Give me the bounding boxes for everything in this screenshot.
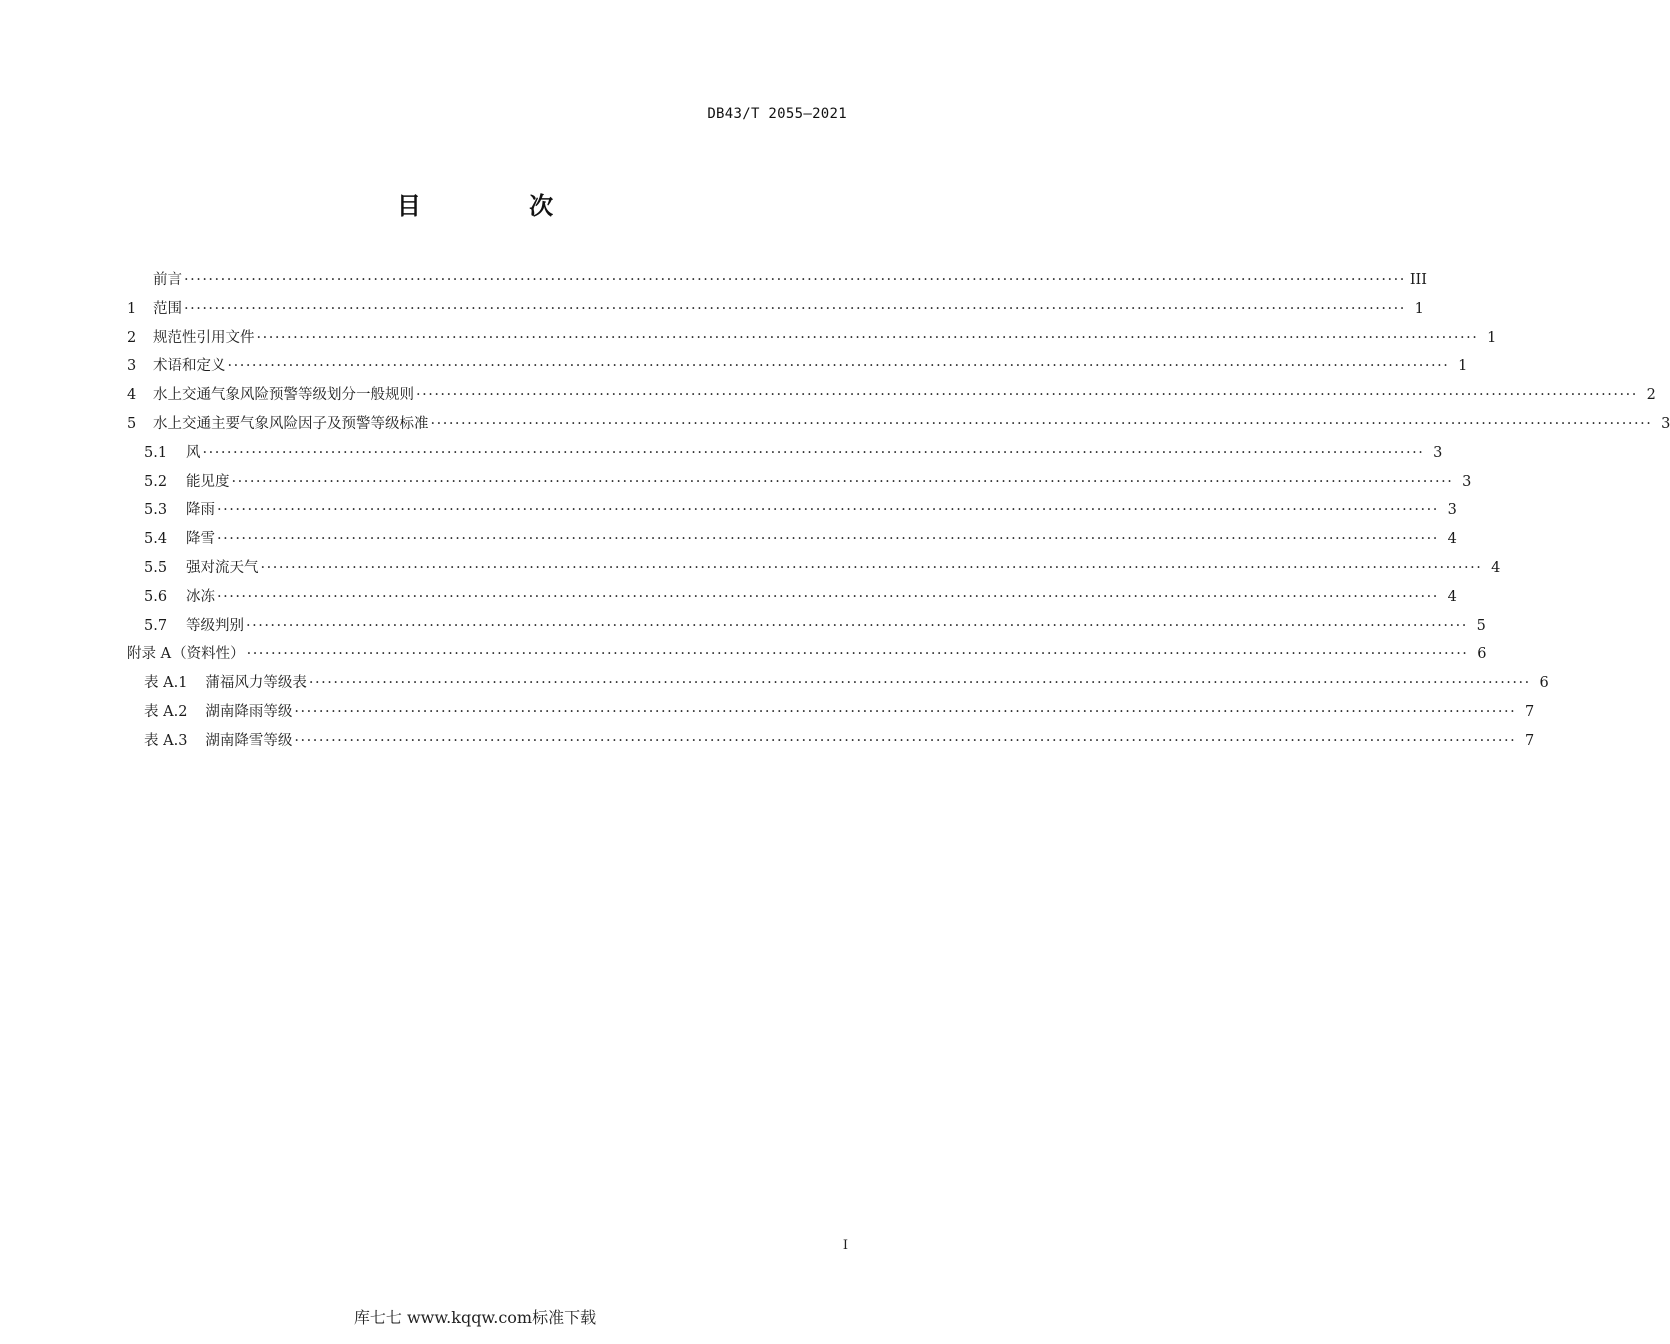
toc-entry-number: 2 xyxy=(127,329,137,346)
toc-entry[interactable] xyxy=(127,324,1497,353)
toc-entry-number: 5.5 xyxy=(144,559,168,576)
toc-dot-leader: ········································································································································································································ xyxy=(416,387,1638,404)
toc-dot-leader: ········································································································································································································ xyxy=(256,329,1479,346)
toc-entry[interactable] xyxy=(127,640,1487,669)
toc-dot-leader: ········································································································································································································ xyxy=(246,617,1468,634)
toc-entry-page: 1 xyxy=(1414,300,1424,317)
toc-entry[interactable] xyxy=(127,266,1428,295)
toc-entry[interactable] xyxy=(127,698,1535,727)
toc-dot-leader: ········································································································································································································ xyxy=(217,502,1439,519)
toc-entry-label: 等级判别 xyxy=(186,617,244,634)
toc-dot-leader: ········································································································································································································ xyxy=(227,358,1450,375)
toc-entry-page: 1 xyxy=(1458,358,1468,375)
toc-entry[interactable] xyxy=(127,410,1670,439)
toc-entry-label: 强对流天气 xyxy=(186,559,259,576)
toc-entry[interactable] xyxy=(127,496,1457,525)
toc-entry-page: III xyxy=(1409,272,1428,288)
toc-entry[interactable] xyxy=(127,352,1468,381)
toc-entry-page: 7 xyxy=(1525,703,1535,720)
toc-entry-label: 规范性引用文件 xyxy=(153,329,255,346)
toc-entry-number: 表 A.1 xyxy=(144,675,188,692)
toc-entry-label: 降雨 xyxy=(186,502,215,519)
page-title: 目 次 xyxy=(396,192,604,220)
toc-entry-number: 5.7 xyxy=(144,617,168,634)
toc-entry[interactable] xyxy=(127,669,1549,698)
watermark-text: 库七七 www.kqqw.com标准下载 xyxy=(353,1308,597,1327)
toc-dot-leader: ········································································································································································································ xyxy=(217,588,1439,605)
toc-dot-leader: ········································································································································································································ xyxy=(294,703,1517,720)
toc-entry-label: （资料性） xyxy=(172,646,245,663)
toc-entry-label: 水上交通气象风险预警等级划分一般规则 xyxy=(153,387,414,404)
toc-entry-page: 4 xyxy=(1447,531,1457,548)
toc-dot-leader: ········································································································································································································ xyxy=(217,531,1439,548)
toc-dot-leader: ········································································································································································································ xyxy=(260,559,1483,576)
toc-entry[interactable] xyxy=(127,468,1472,497)
toc-entry-number: 5.3 xyxy=(144,502,168,519)
page-number: I xyxy=(842,1238,848,1253)
table-of-contents xyxy=(127,266,1670,756)
toc-entry-page: 7 xyxy=(1525,732,1535,749)
toc-entry-number: 5.2 xyxy=(144,473,168,490)
toc-dot-leader: ········································································································································································································ xyxy=(184,272,1406,288)
toc-entry[interactable] xyxy=(127,727,1535,756)
toc-entry-label: 蒲福风力等级表 xyxy=(205,675,307,692)
toc-entry-page: 3 xyxy=(1433,444,1443,461)
toc-entry-number: 5 xyxy=(127,415,137,432)
toc-entry-label: 风 xyxy=(186,444,201,461)
toc-dot-leader: ········································································································································································································ xyxy=(246,646,1469,663)
toc-entry-page: 6 xyxy=(1539,675,1549,692)
toc-entry-page: 4 xyxy=(1491,559,1501,576)
toc-dot-leader: ········································································································································································································ xyxy=(430,415,1653,432)
toc-entry-number: 1 xyxy=(127,300,137,317)
toc-entry-number: 5.1 xyxy=(144,444,168,461)
toc-entry-page: 6 xyxy=(1477,646,1487,663)
toc-entry-label: 前言 xyxy=(153,272,182,288)
toc-entry[interactable] xyxy=(127,612,1486,641)
toc-entry-label: 能见度 xyxy=(186,473,230,490)
toc-entry-label: 湖南降雨等级 xyxy=(205,703,293,720)
toc-entry-number: 附录 A xyxy=(127,646,172,663)
toc-entry-number: 表 A.3 xyxy=(144,732,188,749)
toc-entry-page: 3 xyxy=(1462,473,1472,490)
toc-entry[interactable] xyxy=(127,439,1443,468)
toc-entry-label: 水上交通主要气象风险因子及预警等级标准 xyxy=(153,415,429,432)
toc-entry-number: 3 xyxy=(127,358,137,375)
toc-entry-label: 术语和定义 xyxy=(153,358,226,375)
toc-entry-number: 4 xyxy=(127,387,137,404)
toc-entry-label: 湖南降雪等级 xyxy=(205,732,293,749)
toc-dot-leader: ········································································································································································································ xyxy=(308,675,1531,692)
toc-entry-page: 4 xyxy=(1447,588,1457,605)
document-id: DB43/T 2055—2021 xyxy=(707,106,847,122)
toc-entry-number: 表 A.2 xyxy=(144,703,188,720)
toc-entry-number: 5.6 xyxy=(144,588,168,605)
toc-dot-leader: ········································································································································································································ xyxy=(184,300,1406,317)
toc-entry-page: 1 xyxy=(1487,329,1497,346)
toc-dot-leader: ········································································································································································································ xyxy=(294,732,1517,749)
toc-entry-page: 5 xyxy=(1476,617,1486,634)
toc-entry-label: 冰冻 xyxy=(186,588,215,605)
toc-entry[interactable] xyxy=(127,295,1424,324)
toc-entry-page: 3 xyxy=(1661,415,1670,432)
toc-entry[interactable] xyxy=(127,583,1457,612)
toc-entry[interactable] xyxy=(127,381,1656,410)
toc-dot-leader: ········································································································································································································ xyxy=(231,473,1454,490)
toc-entry[interactable] xyxy=(127,525,1457,554)
toc-entry-number: 5.4 xyxy=(144,531,168,548)
toc-dot-leader: ········································································································································································································ xyxy=(202,444,1425,461)
toc-entry[interactable] xyxy=(127,554,1501,583)
toc-entry-label: 范围 xyxy=(153,300,182,317)
toc-entry-page: 2 xyxy=(1646,387,1656,404)
toc-entry-page: 3 xyxy=(1447,502,1457,519)
toc-entry-label: 降雪 xyxy=(186,531,215,548)
